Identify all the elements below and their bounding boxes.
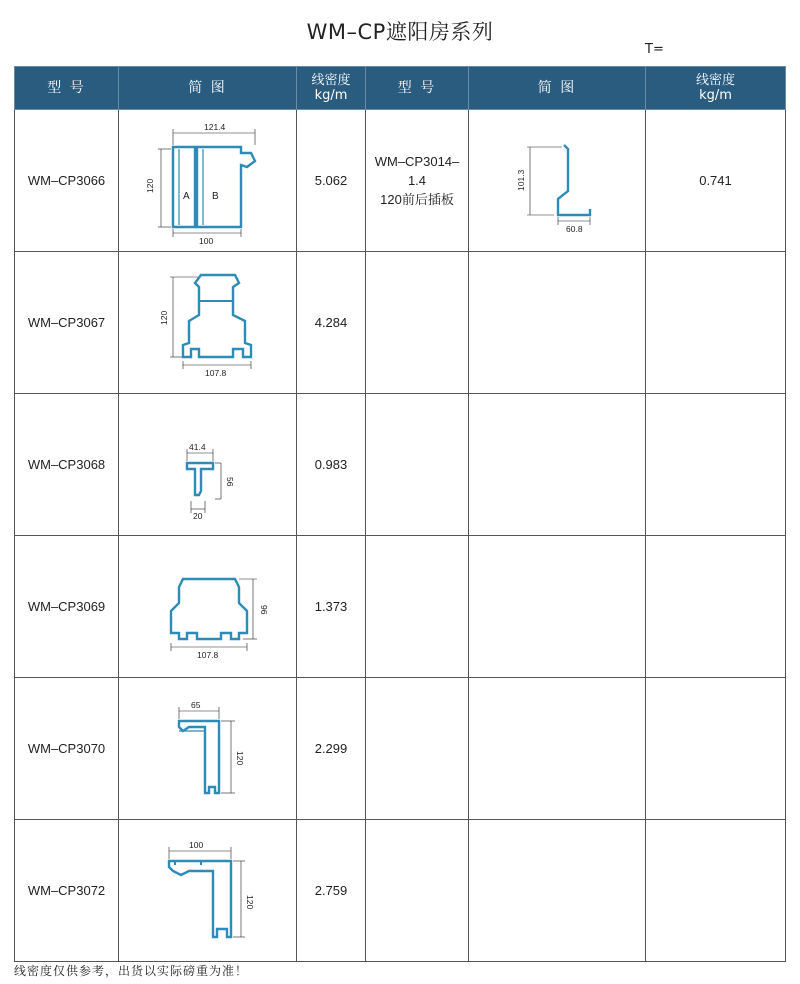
model-cell: WM–CP3066 — [15, 110, 119, 252]
figure-cell — [119, 820, 297, 962]
empty-cell — [469, 252, 646, 394]
density-value: 2.299 — [297, 678, 366, 820]
model-cell: WM–CP3067 — [15, 252, 119, 394]
dim-label: 100 — [188, 840, 203, 850]
model-cell: WM–CP3068 — [15, 394, 119, 536]
header-density-label: 线密度 — [311, 73, 351, 88]
figure-cell — [119, 394, 297, 536]
header-density-unit: kg/m — [314, 88, 348, 103]
table-row — [15, 252, 786, 394]
profile-section-figure — [123, 681, 293, 816]
model-desc: 120前后插板 — [380, 192, 454, 207]
dim-label: 107.8 — [196, 650, 218, 660]
empty-cell — [366, 252, 469, 394]
empty-cell — [646, 394, 786, 536]
empty-cell — [366, 820, 469, 962]
empty-cell — [469, 536, 646, 678]
empty-cell — [469, 678, 646, 820]
model-code: WM–CP3014–1.4 — [374, 154, 460, 188]
figure-cell — [119, 252, 297, 394]
dim-label: 60.8 — [566, 224, 583, 234]
empty-cell — [366, 394, 469, 536]
profile-section-figure — [123, 823, 293, 958]
t-label: T= — [645, 42, 664, 57]
table-row — [15, 394, 786, 536]
header-model-right: 型 号 — [366, 67, 469, 110]
header-model-left: 型 号 — [15, 67, 119, 110]
profile-section-figure — [123, 255, 293, 390]
empty-cell — [366, 536, 469, 678]
empty-cell — [646, 252, 786, 394]
model-cell: WM–CP3069 — [15, 536, 119, 678]
profile-section-figure — [472, 113, 642, 248]
figure-cell — [119, 110, 297, 252]
empty-cell — [646, 820, 786, 962]
empty-cell — [646, 678, 786, 820]
dim-label: 121.4 — [203, 122, 225, 132]
profile-section-figure — [123, 397, 293, 532]
empty-cell — [646, 536, 786, 678]
figure-cell — [119, 678, 297, 820]
chamber-b-label: B — [211, 191, 219, 202]
dim-label: 41.4 — [188, 442, 206, 452]
header-row — [15, 67, 786, 110]
profile-section-figure — [123, 113, 293, 248]
figure-cell — [119, 536, 297, 678]
dim-label: 100 — [198, 236, 213, 246]
density-value: 4.284 — [297, 252, 366, 394]
dim-label: 56 — [224, 477, 235, 487]
dim-label: 65 — [190, 700, 200, 710]
model-cell: WM–CP3070 — [15, 678, 119, 820]
empty-cell — [469, 394, 646, 536]
footnote: 线密度仅供参考，出货以实际磅重为准！ — [14, 964, 249, 978]
density-value: 0.741 — [646, 110, 786, 252]
dim-label: 101.3 — [516, 169, 526, 191]
empty-cell — [469, 820, 646, 962]
header-density-label: 线密度 — [695, 73, 735, 88]
model-cell — [366, 110, 469, 252]
header-figure-right: 简 图 — [469, 67, 646, 110]
model-cell: WM–CP3072 — [15, 820, 119, 962]
table-row — [15, 110, 786, 252]
dim-label: 96 — [258, 605, 269, 615]
profile-section-figure — [123, 539, 293, 674]
dim-label: 20 — [192, 511, 202, 521]
density-value: 5.062 — [297, 110, 366, 252]
profile-catalog-table — [14, 66, 786, 962]
dim-label: 120 — [234, 751, 245, 766]
page-title: WM–CP遮阳房系列 — [306, 20, 494, 44]
header-figure-left: 简 图 — [119, 67, 297, 110]
table-row — [15, 536, 786, 678]
table-row — [15, 678, 786, 820]
header-density-right — [646, 67, 786, 110]
figure-cell — [469, 110, 646, 252]
dim-label: 120 — [158, 310, 169, 325]
header-density-unit: kg/m — [699, 88, 732, 103]
chamber-a-label: A — [182, 191, 190, 202]
header-density-left — [297, 67, 366, 110]
dim-label: 120 — [244, 895, 255, 910]
table-row — [15, 820, 786, 962]
empty-cell — [366, 678, 469, 820]
dim-label: 107.8 — [204, 368, 226, 378]
density-value: 0.983 — [297, 394, 366, 536]
density-value: 2.759 — [297, 820, 366, 962]
density-value: 1.373 — [297, 536, 366, 678]
dim-label: 120 — [144, 178, 155, 193]
